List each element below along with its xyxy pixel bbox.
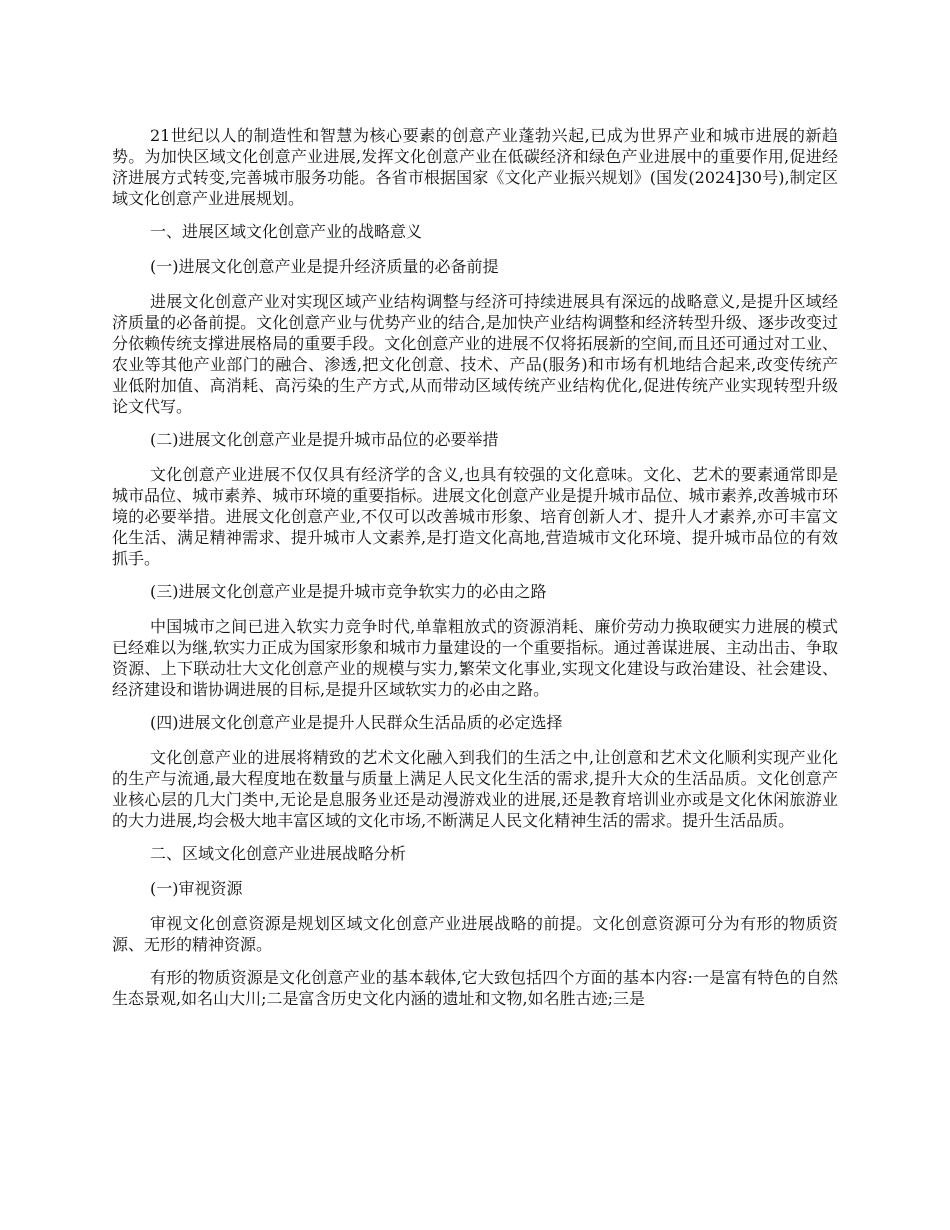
subsection-heading-1-3: (三)进展文化创意产业是提升城市竞争软实力的必由之路 [150, 582, 547, 601]
section-heading-1: 一、进展区域文化创意产业的战略意义 [150, 222, 423, 241]
paragraph-1-2: 文化创意产业进展不仅仅具有经济学的含义,也具有较强的文化意味。文化、艺术的要素通常即是城市品位、城市素养、城市环境的重要指标。进展文化创意产业是提升城市品位、城市素养,改善城市环境的必要举措。进展文化创意产业,不仅可以改善城市形象、培育创新人才、提升人才素养,亦可丰富文化生活、满足精神需求、提升城市人文素养,是打造文化高地,营造城市文化环境、提升城市品位的有效抓手。 [112, 465, 838, 568]
paragraph-intro: 21世纪以人的制造性和智慧为核心要素的创意产业蓬勃兴起,已成为世界产业和城市进展的新趋势。为加快区域文化创意产业进展,发挥文化创意产业在低碳经济和绿色产业进展中的重要作用,促进经济进展方式转变,完善城市服务功能。各省市根据国家《文化产业振兴规划》(国发(2024]30号),制定区域文化创意产业进展规划。 [112, 126, 838, 208]
paragraph-2-1a: 审视文化创意资源是规划区域文化创意产业进展战略的前提。文化创意资源可分为有形的物质资源、无形的精神资源。 [112, 914, 838, 954]
subsection-heading-2-1: (一)审视资源 [150, 879, 243, 898]
subsection-heading-1-1: (一)进展文化创意产业是提升经济质量的必备前提 [150, 257, 499, 276]
paragraph-1-3: 中国城市之间已进入软实力竞争时代,单靠粗放式的资源消耗、廉价劳动力换取硬实力进展的模式已经难以为继,软实力正成为国家形象和城市力量建设的一个重要指标。通过善谋进展、主动出击、争取资源、上下联动壮大文化创意产业的规模与实力,繁荣文化事业,实现文化建设与政治建设、社会建设、经济建设和谐协调进展的目标,是提升区域软实力的必由之路。 [112, 617, 838, 699]
subsection-heading-1-2: (二)进展文化创意产业是提升城市品位的必要举措 [150, 430, 499, 449]
paragraph-1-1: 进展文化创意产业对实现区域产业结构调整与经济可持续进展具有深远的战略意义,是提升区域经济质量的必备前提。文化创意产业与优势产业的结合,是加快产业结构调整和经济转型升级、逐步改变过分依赖传统支撑进展格局的重要手段。文化创意产业的进展不仅将拓展新的空间,而且还可通过对工业、农业等其他产业部门的融合、渗透,把文化创意、技术、产品(服务)和市场有机地结合起来,改变传统产业低附加值、高消耗、高污染的生产方式,从而带动区域传统产业结构优化,促进传统产业实现转型升级论文代写。 [112, 292, 838, 416]
paragraph-2-1b: 有形的物质资源是文化创意产业的基本载体,它大致包括四个方面的基本内容:一是富有特色的自然生态景观,如名山大川;二是富含历史文化内涵的遗址和文物,如名胜古迹;三是 [112, 968, 838, 1008]
section-heading-2: 二、区域文化创意产业进展战略分析 [150, 844, 407, 863]
paragraph-1-4: 文化创意产业的进展将精致的艺术文化融入到我们的生活之中,让创意和艺术文化顺利实现产业化的生产与流通,最大程度地在数量与质量上满足人民文化生活的需求,提升大众的生活品质。文化创意产业核心层的几大门类中,无论是息服务业还是动漫游戏业的进展,还是教育培训业亦或是文化休闲旅游业的大力进展,均会极大地丰富区域的文化市场,不断满足人民文化精神生活的需求。提升生活品质。 [112, 748, 838, 830]
subsection-heading-1-4: (四)进展文化创意产业是提升人民群众生活品质的必定选择 [150, 713, 563, 732]
